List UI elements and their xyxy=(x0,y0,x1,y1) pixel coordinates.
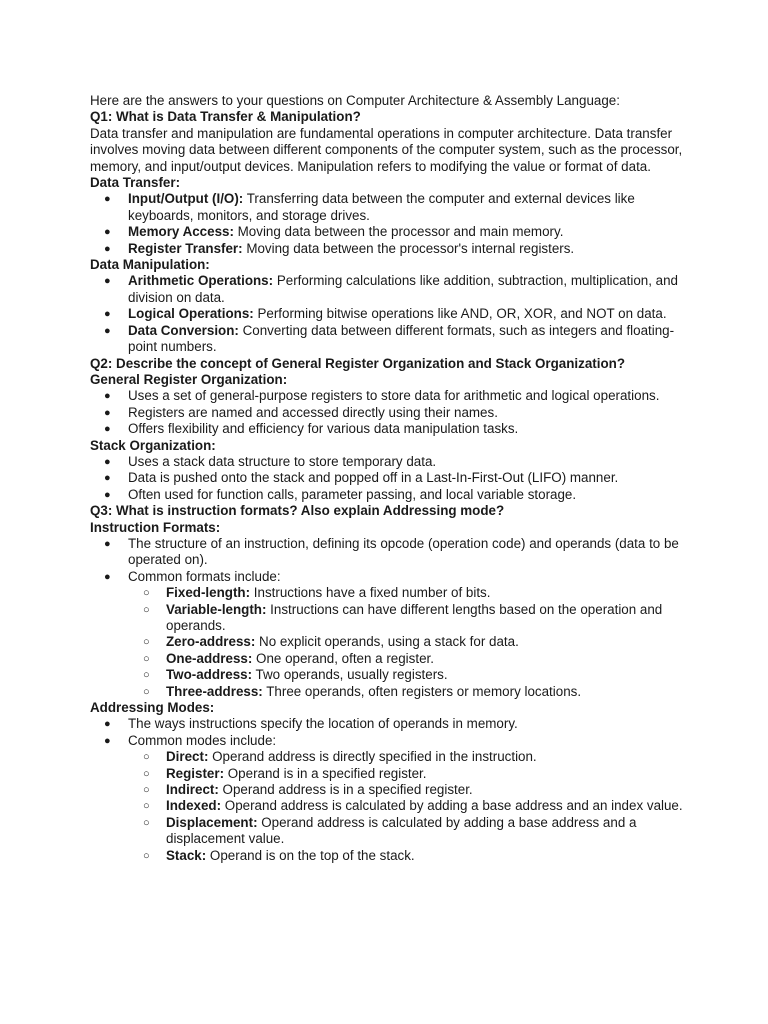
list-item: ● Input/Output (I/O): Transferring data between the computer and external devices like keyboards, monitors, and storage drives. xyxy=(90,191,690,224)
document-page xyxy=(90,93,690,864)
list-item: ○ Zero-address: No explicit operands, using a stack for data. xyxy=(90,634,690,650)
general-register-heading: General Register Organization: xyxy=(90,371,288,387)
list-item: ● Data is pushed onto the stack and popped off in a Last-In-First-Out (LIFO) manner. xyxy=(90,470,690,486)
list-item: ● Registers are named and accessed directly using their names. xyxy=(90,405,690,421)
data-manipulation-heading: Data Manipulation: xyxy=(90,257,210,273)
modes-sublist xyxy=(128,749,690,864)
instruction-formats-list xyxy=(90,536,690,700)
list-item: ○ Two-address: Two operands, usually registers. xyxy=(90,667,690,683)
list-item: ● The ways instructions specify the location of operands in memory. xyxy=(90,716,690,732)
stack-organization-list xyxy=(90,454,690,503)
list-item: ● Often used for function calls, parameter passing, and local variable storage. xyxy=(90,487,690,503)
list-item: ○ Displacement: Operand address is calculated by adding a base address and a displacement value. xyxy=(90,815,690,848)
formats-sublist xyxy=(128,585,690,700)
data-transfer-heading: Data Transfer: xyxy=(90,175,181,191)
list-item: ● Memory Access: Moving data between the processor and main memory. xyxy=(90,224,690,240)
q1-paragraph: Data transfer and manipulation are fundamental operations in computer architecture. Data transfer involves moving data between different components of the computer system, such as the processor, memory, and input/output devices. Manipulation refers to modifying the value or format of data. xyxy=(90,125,683,174)
list-item: ● Data Conversion: Converting data between different formats, such as integers and floating-point numbers. xyxy=(90,323,690,356)
intro-text: Here are the answers to your questions on Computer Architecture & Assembly Language: xyxy=(90,93,620,108)
addressing-modes-list xyxy=(90,716,690,864)
data-transfer-list xyxy=(90,191,690,257)
list-item: ○ Direct: Operand address is directly specified in the instruction. xyxy=(90,749,690,765)
q1-heading: Q1: What is Data Transfer & Manipulation? xyxy=(90,109,361,125)
list-item: ○ One-address: One operand, often a register. xyxy=(90,651,690,667)
list-item: ○ Indexed: Operand address is calculated by adding a base address and an index value. xyxy=(90,798,690,814)
list-item: ● Offers flexibility and efficiency for various data manipulation tasks. xyxy=(90,421,690,437)
list-item: ● Arithmetic Operations: Performing calculations like addition, subtraction, multiplication, and division on data. xyxy=(90,273,690,306)
list-item: ● Common modes include: ○ Direct: Operand address is directly specified in the instruction. ○ Register: Operand is in a specified register. ○ Indirect: Operand address is in a specified register. ○ Indexed: Operand address is calculated by adding a base address and an index value. ○ Displacement: Operand address is calculated by adding a base address and a displacement value. ○ Stack: Operand is on the top of the stack. xyxy=(90,733,690,864)
list-item: ○ Three-address: Three operands, often registers or memory locations. xyxy=(90,684,690,700)
list-item: ○ Indirect: Operand address is in a specified register. xyxy=(90,782,690,798)
list-item: ● Uses a stack data structure to store temporary data. xyxy=(90,454,690,470)
data-manipulation-list xyxy=(90,273,690,355)
list-item: ● The structure of an instruction, defining its opcode (operation code) and operands (data to be operated on). xyxy=(90,536,690,569)
list-item: ○ Variable-length: Instructions can have different lengths based on the operation and operands. xyxy=(90,602,690,635)
addressing-modes-heading: Addressing Modes: xyxy=(90,700,215,716)
general-register-list xyxy=(90,388,690,437)
list-item: ● Common formats include: ○ Fixed-length: Instructions have a fixed number of bits. ○ Variable-length: Instructions can have different lengths based on the operation and operands. ○ Zero-address: No explicit operands, using a stack for data. ○ One-address: One operand, often a register. ○ Two-address: Two operands, usually registers. ○ Three-address: Three operands, often registers or memory locations. xyxy=(90,569,690,700)
stack-organization-heading: Stack Organization: xyxy=(90,437,216,453)
list-item: ● Uses a set of general-purpose registers to store data for arithmetic and logical operations. xyxy=(90,388,690,404)
instruction-formats-heading: Instruction Formats: xyxy=(90,519,221,535)
list-item: ● Logical Operations: Performing bitwise operations like AND, OR, XOR, and NOT on data. xyxy=(90,306,690,322)
q3-heading: Q3: What is instruction formats? Also explain Addressing mode? xyxy=(90,503,505,519)
q2-heading: Q2: Describe the concept of General Register Organization and Stack Organization? xyxy=(90,355,625,371)
list-item: ○ Register: Operand is in a specified register. xyxy=(90,766,690,782)
list-item: ○ Stack: Operand is on the top of the stack. xyxy=(90,848,690,864)
list-item: ○ Fixed-length: Instructions have a fixed number of bits. xyxy=(90,585,690,601)
list-item: ● Register Transfer: Moving data between the processor's internal registers. xyxy=(90,241,690,257)
